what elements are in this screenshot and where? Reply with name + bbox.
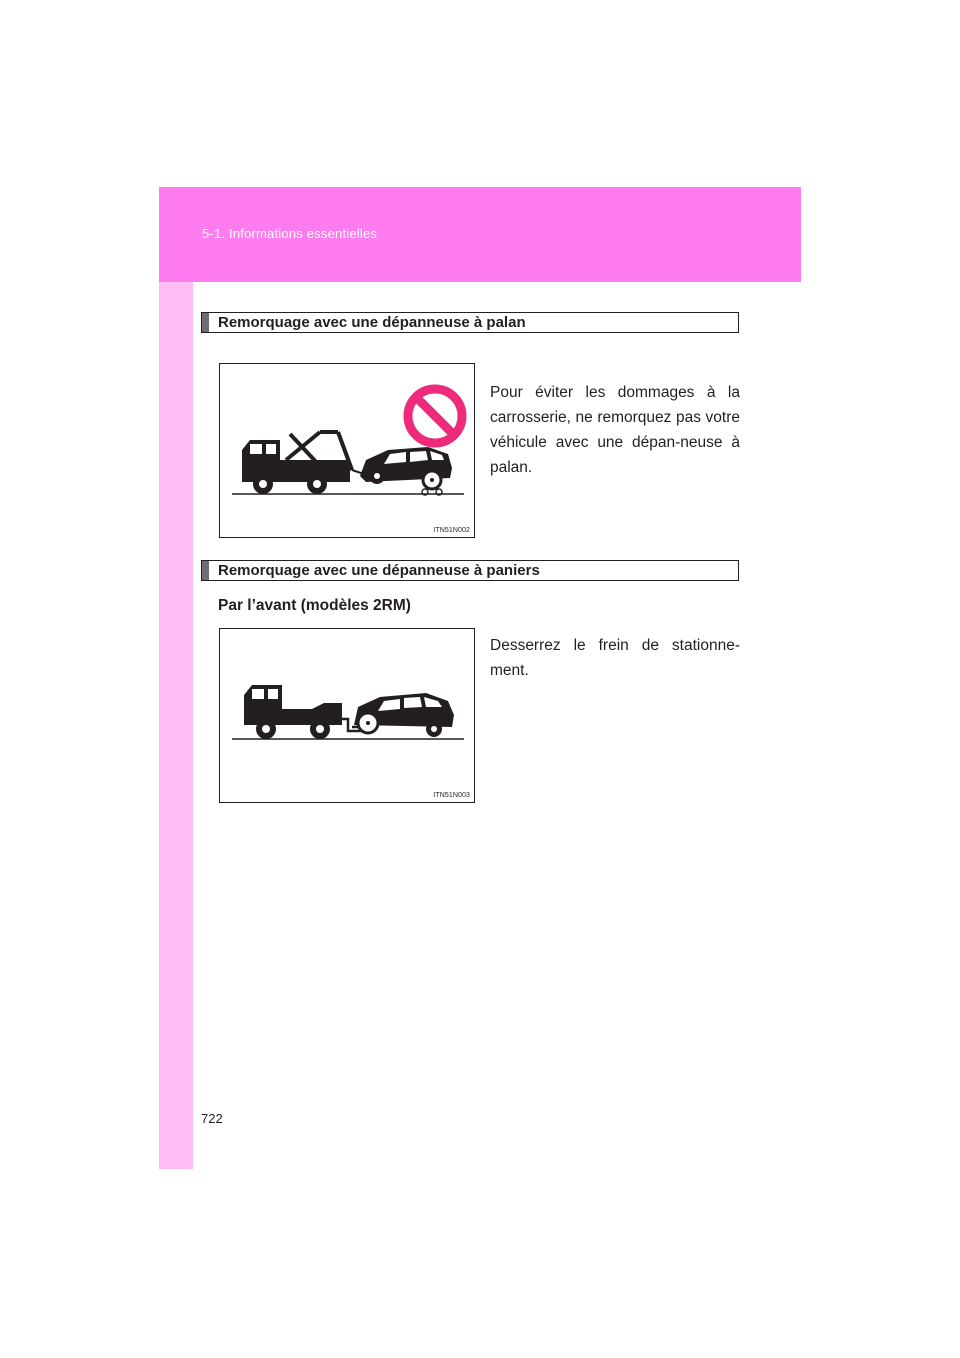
figure-dolly-tow — [219, 628, 475, 803]
section-label: 5-1. Informations essentielles — [202, 226, 378, 241]
heading-tab — [202, 561, 209, 580]
figure-code: ITN51N003 — [433, 792, 470, 799]
tow-truck-dolly-icon — [220, 629, 474, 802]
side-strip — [159, 282, 193, 1169]
subheading-front-2wd: Par l’avant (modèles 2RM) — [218, 597, 411, 614]
figure-hoist-tow — [219, 363, 475, 538]
section-heading-palan — [201, 312, 739, 333]
prohibition-icon — [408, 389, 462, 443]
section-heading-paniers — [201, 560, 739, 581]
section-heading-text: Remorquage avec une dépanneuse à palan — [218, 314, 526, 331]
tow-truck-hoist-icon — [220, 364, 474, 537]
figure-code: ITN51N002 — [433, 527, 470, 534]
section-heading-text: Remorquage avec une dépanneuse à paniers — [218, 562, 540, 579]
page-number: 722 — [201, 1111, 223, 1126]
paragraph-hoist-warning: Pour éviter les dommages à la carrosserie, ne remorquez pas votre véhicule avec une dépan-neuse à palan. — [490, 384, 740, 476]
heading-tab — [202, 313, 209, 332]
paragraph-release-brake: Desserrez le frein de stationne-ment. — [490, 637, 740, 679]
